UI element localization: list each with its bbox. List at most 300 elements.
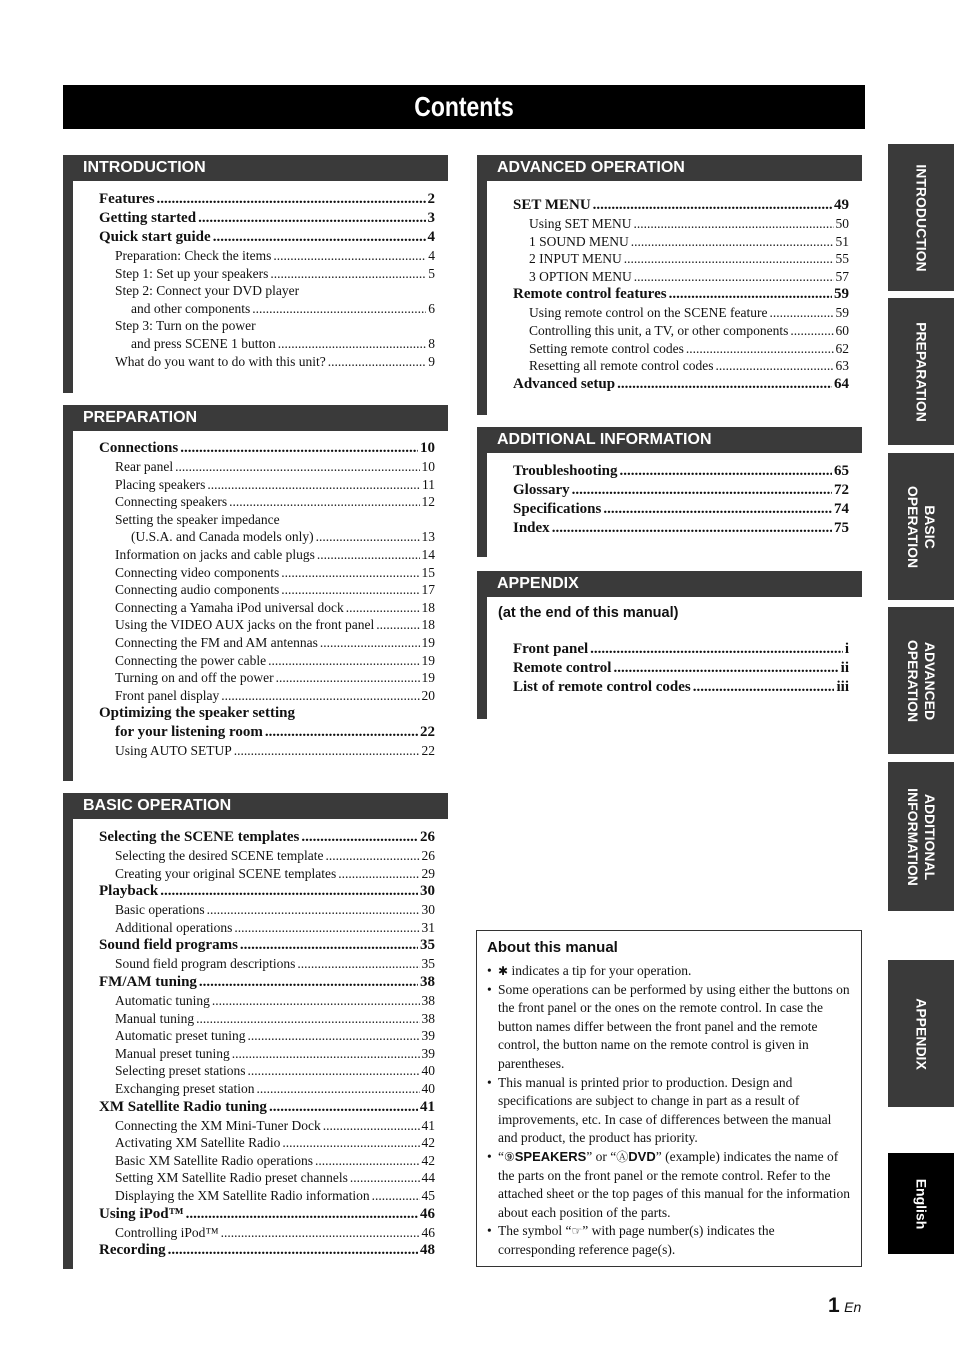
toc-entry[interactable] — [99, 581, 435, 599]
toc-page-number: 18 — [421, 599, 435, 615]
toc-leader-dots — [769, 304, 833, 322]
toc-leader-dots — [268, 652, 419, 670]
toc-entry-label: Connections — [99, 440, 179, 456]
toc-entry[interactable] — [99, 1062, 435, 1080]
toc-entry[interactable] — [513, 285, 849, 304]
toc-page-number: 51 — [835, 233, 849, 249]
toc-basic — [99, 828, 435, 1260]
toc-leader-dots — [790, 322, 833, 340]
about-text: indicates a tip for your operation. — [511, 963, 692, 978]
toc-leader-dots — [207, 901, 420, 919]
toc-entry-label: Rear panel — [115, 459, 174, 474]
toc-leader-dots — [631, 233, 834, 251]
reference-pointer-icon: ☞ — [571, 1224, 583, 1239]
toc-entry-label: Setting remote control codes — [529, 340, 684, 356]
toc-entry-label: Using SET MENU — [529, 216, 632, 231]
toc-page-number: 75 — [834, 520, 849, 536]
toc-leader-dots — [603, 500, 832, 519]
toc-entry-label: Front panel — [513, 641, 589, 657]
toc-entry[interactable] — [99, 1117, 435, 1135]
toc-leader-dots — [320, 634, 420, 652]
toc-entry-label: Playback — [99, 883, 159, 900]
toc-leader-dots — [168, 1241, 418, 1260]
toc-entry-label: Remote control features — [513, 286, 667, 303]
toc-entry[interactable] — [99, 919, 435, 937]
toc-page-number: 35 — [421, 956, 435, 972]
toc-page-number: 3 — [427, 210, 435, 226]
toc-entry-label: Manual preset tuning — [115, 1045, 230, 1061]
toc-page-number: iii — [836, 679, 849, 695]
section-bar — [477, 453, 487, 557]
toc-entry[interactable] — [99, 973, 435, 992]
toc-entry-label: Step 3: Turn on the power — [115, 318, 256, 334]
toc-entry-label: Additional operations — [115, 919, 233, 935]
toc-entry[interactable] — [99, 992, 435, 1010]
toc-entry[interactable] — [99, 1098, 435, 1117]
toc-entry[interactable] — [99, 669, 435, 687]
toc-entry-label: Information on jacks and cable plugs — [115, 546, 315, 562]
page-number — [828, 1294, 861, 1318]
tab-label: English — [913, 1178, 930, 1229]
toc-leader-dots — [317, 546, 420, 564]
toc-page-number: 57 — [835, 268, 849, 284]
toc-leader-dots — [199, 973, 418, 992]
toc-leader-dots — [281, 581, 419, 599]
toc-entry[interactable] — [99, 317, 435, 335]
toc-entry[interactable] — [99, 599, 435, 617]
toc-entry[interactable] — [99, 1010, 435, 1028]
toc-entry[interactable] — [99, 228, 435, 247]
toc-entry[interactable] — [513, 500, 849, 519]
toc-leader-dots — [229, 493, 419, 511]
toc-entry-label: Front panel display — [115, 687, 220, 703]
toc-entry[interactable] — [99, 439, 435, 458]
toc-leader-dots — [715, 357, 833, 375]
toc-entry-label: (U.S.A. and Canada models only) — [131, 529, 314, 545]
toc-entry[interactable] — [513, 640, 849, 659]
section-bar — [477, 597, 487, 719]
toc-entry[interactable] — [513, 322, 849, 340]
appendix-note: (at the end of this manual) — [498, 605, 679, 621]
toc-leader-dots — [613, 659, 838, 678]
toc-page-number: 4 — [428, 248, 435, 263]
toc-page-number: 8 — [428, 335, 435, 351]
toc-entry[interactable] — [99, 493, 435, 511]
toc-preparation — [99, 439, 435, 760]
toc-entry-label: Connecting the FM and AM antennas — [115, 634, 318, 650]
toc-page-number: 55 — [835, 251, 849, 267]
about-text: The symbol “ — [498, 1223, 572, 1239]
toc-entry-label: Specifications — [513, 501, 602, 517]
toc-page-number: 10 — [420, 440, 435, 456]
toc-entry-label: Controlling iPod™ — [115, 1224, 219, 1240]
toc-entry-label: Using iPod™ — [99, 1205, 184, 1222]
toc-page-number: 49 — [834, 197, 849, 213]
toc-entry-label: Basic operations — [115, 902, 205, 918]
toc-entry-label: Step 1: Set up your speakers — [115, 265, 269, 281]
toc-entry-label: Using AUTO SETUP — [115, 743, 232, 759]
toc-leader-dots — [240, 936, 418, 955]
toc-leader-dots — [552, 519, 832, 538]
toc-leader-dots — [196, 1010, 419, 1028]
section-preparation — [63, 405, 448, 431]
toc-page-number: 42 — [421, 1135, 435, 1151]
toc-entry[interactable] — [513, 233, 849, 251]
toc-page-number: 19 — [421, 634, 435, 650]
toc-page-number: 26 — [421, 848, 435, 863]
toc-entry-label: SET MENU — [513, 197, 591, 213]
tab-label: PREPARATION — [913, 321, 930, 422]
tab-label: BASIC OPERATION — [905, 485, 938, 568]
toc-entry[interactable] — [513, 678, 849, 697]
toc-entry[interactable] — [99, 616, 435, 634]
toc-page-number: 45 — [421, 1187, 435, 1203]
about-bullet — [487, 1222, 851, 1259]
toc-page-number: 9 — [428, 353, 435, 369]
tab-introduction[interactable] — [888, 144, 954, 291]
toc-entry[interactable] — [99, 546, 435, 564]
toc-entry[interactable] — [99, 1080, 435, 1098]
toc-page-number: i — [844, 641, 849, 657]
section-bar — [63, 181, 73, 393]
toc-entry[interactable] — [513, 304, 849, 322]
toc-entry-label: Quick start guide — [99, 229, 211, 245]
tab-label: ADVANCED OPERATION — [905, 639, 938, 722]
toc-entry[interactable] — [99, 901, 435, 919]
circled-a-icon: Ⓐ — [616, 1149, 629, 1164]
toc-leader-dots — [315, 1152, 420, 1170]
toc-entry[interactable] — [99, 847, 435, 865]
toc-entry[interactable] — [99, 1187, 435, 1205]
section-appendix — [477, 571, 862, 597]
toc-leader-dots — [213, 228, 426, 247]
section-heading: PREPARATION — [63, 405, 448, 431]
toc-entry[interactable] — [99, 265, 435, 283]
toc-leader-dots — [323, 1117, 420, 1135]
toc-entry-label: Placing speakers — [115, 476, 206, 492]
toc-appendix — [513, 640, 849, 697]
toc-page-number: ii — [840, 660, 849, 676]
toc-page-number: 26 — [420, 829, 435, 845]
toc-entry[interactable] — [513, 250, 849, 268]
toc-entry[interactable] — [513, 375, 849, 394]
toc-leader-dots — [175, 458, 419, 476]
toc-page-number: 22 — [421, 743, 435, 759]
toc-entry-label: Setting XM Satellite Radio preset channels — [115, 1170, 348, 1186]
toc-entry-label: List of remote control codes — [513, 679, 691, 695]
toc-page-number: 6 — [428, 300, 435, 316]
toc-page-number: 59 — [834, 286, 849, 303]
toc-entry[interactable] — [99, 882, 435, 901]
toc-page-number: 29 — [421, 865, 435, 881]
tab-additional-information[interactable] — [888, 762, 954, 911]
toc-entry[interactable] — [99, 634, 435, 652]
section-heading: INTRODUCTION — [63, 155, 448, 181]
toc-entry-label: Creating your original SCENE templates — [115, 865, 337, 881]
toc-leader-dots — [372, 1187, 420, 1205]
toc-entry-label: Basic XM Satellite Radio operations — [115, 1152, 313, 1168]
toc-entry[interactable] — [99, 1045, 435, 1063]
toc-entry[interactable] — [99, 1224, 435, 1242]
about-bullet: • Some operations can be performed by using either the buttons on the front panel or the ones on the remote control. In case the button names differ between the front panel and the remote control, the button name on the remote control is given in parentheses. — [487, 981, 851, 1074]
toc-entry-label: Setting the speaker impedance — [115, 511, 280, 527]
toc-leader-dots — [281, 564, 419, 582]
toc-page-number: 18 — [421, 617, 435, 633]
about-bullet — [487, 962, 851, 981]
toc-page-number: 60 — [835, 322, 849, 338]
toc-page-number: 38 — [421, 992, 435, 1008]
toc-entry[interactable] — [99, 300, 435, 318]
toc-leader-dots — [278, 335, 427, 353]
toc-entry[interactable] — [99, 335, 435, 353]
toc-page-number: 10 — [421, 459, 435, 474]
toc-entry-label: for your listening room — [115, 724, 263, 741]
toc-entry[interactable] — [99, 955, 435, 973]
tab-basic-operation[interactable] — [888, 453, 954, 600]
toc-entry-label: 2 INPUT MENU — [529, 251, 622, 267]
toc-entry-label: Connecting a Yamaha iPod universal dock — [115, 599, 344, 615]
toc-page-number: 39 — [421, 1028, 435, 1044]
toc-entry-label: Connecting audio components — [115, 582, 280, 598]
toc-leader-dots — [301, 828, 418, 847]
toc-entry[interactable] — [99, 1134, 435, 1152]
section-advanced-operation — [477, 155, 862, 181]
toc-entry-label: Automatic preset tuning — [115, 1028, 246, 1044]
toc-entry[interactable] — [99, 1241, 435, 1260]
toc-entry[interactable] — [99, 476, 435, 494]
toc-entry[interactable] — [99, 190, 435, 209]
toc-leader-dots — [619, 462, 832, 481]
toc-entry[interactable] — [99, 564, 435, 582]
toc-page-number: 5 — [428, 265, 435, 281]
toc-entry[interactable] — [99, 828, 435, 847]
toc-entry[interactable] — [99, 1169, 435, 1187]
toc-entry[interactable] — [99, 936, 435, 955]
toc-page-number: 19 — [421, 652, 435, 668]
toc-entry-label: Advanced setup — [513, 375, 616, 392]
toc-additional — [513, 462, 849, 538]
section-heading: ADDITIONAL INFORMATION — [477, 427, 862, 453]
toc-page-number: 35 — [420, 937, 435, 954]
toc-page-number: 72 — [834, 482, 849, 498]
toc-entry-label: XM Satellite Radio tuning — [99, 1098, 267, 1115]
toc-entry-label: and other components — [131, 300, 251, 316]
toc-entry-label: Using remote control on the SCENE feature — [529, 305, 768, 321]
toc-entry[interactable] — [99, 687, 435, 705]
toc-leader-dots — [234, 742, 420, 760]
toc-entry-label: Activating XM Satellite Radio — [115, 1135, 281, 1151]
toc-leader-dots — [634, 215, 834, 233]
dvd-key-label: DVD — [628, 1148, 656, 1164]
toc-leader-dots — [282, 1134, 419, 1152]
toc-leader-dots — [297, 955, 419, 973]
tab-appendix[interactable] — [888, 960, 954, 1107]
toc-page-number: 4 — [427, 229, 435, 245]
toc-page-number: 11 — [422, 476, 435, 492]
toc-page-number: 46 — [421, 1224, 435, 1240]
speakers-key-label: SPEAKERS — [514, 1148, 587, 1164]
toc-leader-dots — [160, 882, 418, 901]
toc-entry-label: Turning on and off the power — [115, 670, 274, 686]
toc-page-number: 41 — [420, 1098, 435, 1115]
toc-entry-label: Selecting the desired SCENE template — [115, 848, 324, 863]
toc-entry-label: Selecting the SCENE templates — [99, 829, 300, 845]
toc-entry[interactable] — [99, 1027, 435, 1045]
toc-page-number: 12 — [421, 494, 435, 510]
toc-page-number: 15 — [421, 564, 435, 580]
toc-entry-label: Automatic tuning — [115, 992, 210, 1008]
toc-entry-label: Exchanging preset station — [115, 1080, 255, 1096]
toc-page-number: 39 — [421, 1045, 435, 1061]
about-bullet — [487, 1148, 851, 1222]
toc-page-number: 19 — [421, 670, 435, 686]
toc-entry[interactable] — [99, 1205, 435, 1224]
toc-entry-label: Troubleshooting — [513, 463, 618, 479]
toc-entry[interactable] — [99, 1152, 435, 1170]
toc-entry[interactable] — [99, 723, 435, 742]
toc-entry[interactable] — [513, 340, 849, 358]
toc-leader-dots — [157, 190, 426, 209]
toc-page-number: 40 — [421, 1063, 435, 1079]
toc-advanced — [513, 196, 849, 394]
about-text: ” or “ — [586, 1148, 617, 1164]
tab-preparation[interactable] — [888, 298, 954, 445]
toc-leader-dots — [693, 678, 835, 697]
toc-entry[interactable] — [99, 511, 435, 529]
toc-page-number: 38 — [421, 1010, 435, 1026]
toc-entry-label: 1 SOUND MENU — [529, 233, 629, 249]
toc-entry[interactable] — [513, 481, 849, 500]
toc-page-number: 30 — [421, 902, 435, 918]
section-bar — [63, 431, 73, 781]
tab-advanced-operation[interactable] — [888, 607, 954, 754]
toc-entry-label: Controlling this unit, a TV, or other components — [529, 322, 789, 338]
toc-page-number: 59 — [835, 305, 849, 321]
toc-introduction — [99, 190, 435, 370]
toc-leader-dots — [346, 599, 420, 617]
toc-page-number: 50 — [835, 216, 849, 231]
toc-entry-label: Manual tuning — [115, 1010, 195, 1026]
toc-leader-dots — [247, 1027, 419, 1045]
toc-entry[interactable] — [99, 353, 435, 371]
toc-entry-label: Remote control — [513, 660, 612, 676]
toc-page-number: 13 — [421, 529, 435, 545]
toc-entry[interactable] — [513, 196, 849, 215]
toc-leader-dots — [232, 1045, 420, 1063]
toc-entry[interactable] — [513, 659, 849, 678]
tab-label: APPENDIX — [913, 997, 930, 1070]
toc-leader-dots — [265, 723, 418, 742]
contents-banner — [63, 85, 865, 129]
toc-entry-label: Index — [513, 520, 550, 536]
section-bar — [477, 181, 487, 415]
toc-page-number: 41 — [421, 1117, 435, 1133]
section-bar — [63, 819, 73, 1269]
toc-entry[interactable] — [513, 357, 849, 375]
toc-entry-label: FM/AM tuning — [99, 973, 197, 990]
tab-label: ADDITIONAL INFORMATION — [905, 787, 938, 886]
toc-leader-dots — [221, 687, 419, 705]
toc-page-number: 46 — [420, 1205, 435, 1222]
toc-entry-label: Sound field programs — [99, 937, 238, 954]
toc-entry-label: Using the VIDEO AUX jacks on the front panel — [115, 617, 375, 633]
toc-entry[interactable] — [513, 519, 849, 538]
toc-entry[interactable] — [99, 247, 435, 265]
toc-leader-dots — [338, 865, 419, 883]
toc-page-number: 30 — [420, 883, 435, 900]
toc-page-number: 14 — [421, 546, 435, 562]
toc-entry[interactable] — [99, 209, 435, 228]
toc-leader-dots — [234, 919, 419, 937]
toc-entry-label: Connecting speakers — [115, 494, 228, 510]
toc-entry-label: Getting started — [99, 210, 197, 226]
toc-entry[interactable] — [99, 742, 435, 760]
about-bullet: • This manual is printed prior to production. Design and specifications are subject to change in part as a result of improvements, etc. In case of differences between the manual and product, the product has priority. — [487, 1074, 851, 1148]
toc-leader-dots — [198, 209, 425, 228]
toc-entry-label: Features — [99, 191, 155, 207]
section-introduction — [63, 155, 448, 181]
toc-entry[interactable] — [99, 458, 435, 476]
about-title: About this manual — [487, 939, 618, 956]
about-this-manual-box — [476, 930, 862, 1267]
toc-leader-dots — [328, 353, 427, 371]
toc-entry-label: and press SCENE 1 button — [131, 335, 276, 351]
toc-entry-label: Optimizing the speaker setting — [99, 705, 295, 722]
toc-entry[interactable] — [99, 652, 435, 670]
toc-entry-label: Connecting video components — [115, 564, 280, 580]
about-text: ” (example) indicates the name of the parts on the front panel or the remote control. Refer to the attached sheet or the top pages of this manual for the information about each position of the parts. — [498, 1148, 851, 1220]
page-number-value: 1 — [828, 1294, 840, 1317]
circled-9-icon: ⑨ — [504, 1149, 515, 1164]
toc-page-number: 65 — [834, 463, 849, 479]
toc-entry-label: Glossary — [513, 482, 570, 498]
toc-entry[interactable] — [513, 462, 849, 481]
toc-entry[interactable] — [99, 282, 435, 300]
toc-leader-dots — [256, 1080, 419, 1098]
tab-english[interactable] — [888, 1153, 954, 1254]
section-basic-operation — [63, 793, 448, 819]
toc-leader-dots — [572, 481, 832, 500]
toc-leader-dots — [316, 528, 420, 546]
toc-leader-dots — [247, 1062, 419, 1080]
toc-leader-dots — [325, 847, 419, 865]
toc-page-number: 40 — [421, 1080, 435, 1096]
toc-entry-label: Step 2: Connect your DVD player — [115, 283, 300, 299]
section-heading: ADVANCED OPERATION — [477, 155, 862, 181]
toc-page-number: 31 — [421, 919, 435, 935]
toc-page-number: 62 — [835, 340, 849, 356]
toc-entry[interactable] — [99, 528, 435, 546]
toc-entry-label: Preparation: Check the items — [115, 248, 272, 263]
toc-leader-dots — [270, 265, 426, 283]
page-title: Contents — [414, 91, 514, 122]
toc-page-number: 63 — [835, 358, 849, 374]
toc-entry[interactable] — [99, 704, 435, 723]
toc-page-number: 17 — [421, 582, 435, 598]
about-list — [487, 962, 851, 1260]
tab-label: INTRODUCTION — [913, 163, 930, 272]
toc-page-number: 64 — [834, 375, 849, 392]
toc-entry[interactable] — [99, 865, 435, 883]
toc-page-number: 48 — [420, 1242, 435, 1259]
toc-entry-label: Resetting all remote control codes — [529, 358, 714, 374]
toc-entry-label: Recording — [99, 1242, 166, 1259]
toc-leader-dots — [617, 375, 832, 394]
toc-entry[interactable] — [513, 268, 849, 286]
toc-entry[interactable] — [513, 215, 849, 233]
toc-entry-label: Displaying the XM Satellite Radio information — [115, 1187, 370, 1203]
toc-entry-label: Connecting the XM Mini-Tuner Dock — [115, 1117, 321, 1133]
